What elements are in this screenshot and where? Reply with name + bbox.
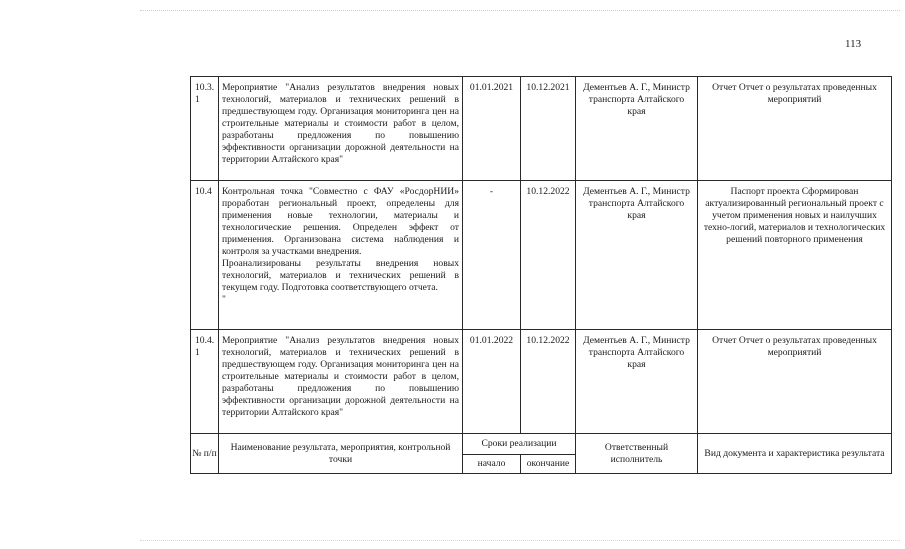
header-end: окончание — [521, 455, 576, 474]
row-number: 10.4. 1 — [191, 330, 219, 434]
table-row — [191, 330, 892, 434]
plan-table — [190, 76, 892, 474]
row-document: Отчет Отчет о результатах проведенных мероприятий — [698, 330, 892, 434]
row-end-date: 10.12.2021 — [521, 77, 576, 181]
scan-edge-top — [140, 10, 900, 12]
row-document: Паспорт проекта Сформирован актуализированный региональный проект с учетом применения новых и наилучших техно-логий, материалов и технологических решений повторного применения — [698, 181, 892, 330]
row-number: 10.4 — [191, 181, 219, 330]
row-start-date: - — [463, 181, 521, 330]
scan-edge-bottom — [140, 540, 900, 542]
row-start-date: 01.01.2022 — [463, 330, 521, 434]
header-document: Вид документа и характеристика результата — [698, 434, 892, 474]
row-name: Мероприятие "Анализ результатов внедрения новых технологий, материалов и технических решений в предшествующем году. Организация мониторинга цен на строительные материалы и стоимости работ в целом, разработаны предложения по повышению эффективности организации дорожной деятельности на территории Алтайского края" — [219, 330, 463, 434]
row-end-date: 10.12.2022 — [521, 181, 576, 330]
row-number: 10.3. 1 — [191, 77, 219, 181]
row-responsible: Дементьев А. Г., Министр транспорта Алтайского края — [576, 77, 698, 181]
header-name: Наименование результата, мероприятия, контрольной точки — [219, 434, 463, 474]
table-row — [191, 77, 892, 181]
header-deadlines: Сроки реализации — [463, 434, 576, 455]
header-number: № п/п — [191, 434, 219, 474]
row-document: Отчет Отчет о результатах проведенных мероприятий — [698, 77, 892, 181]
row-responsible: Дементьев А. Г., Министр транспорта Алтайского края — [576, 330, 698, 434]
table-row — [191, 181, 892, 330]
header-responsible: Ответственный исполнитель — [576, 434, 698, 474]
row-name: Контрольная точка "Совместно с ФАУ «РосдорНИИ» проработан региональный проект, определены для применения новые технологии, материалы и технологические решения. Определен эффект от применения. Организована система наблюдения и контроля за участками внедрения. Проанализированы результаты внедрения новых технологий, материалов и технических решений в текущем году. Подготовка соответствующего отчета. " — [219, 181, 463, 330]
row-end-date: 10.12.2022 — [521, 330, 576, 434]
header-row — [191, 434, 892, 455]
header-start: начало — [463, 455, 521, 474]
row-name: Мероприятие "Анализ результатов внедрения новых технологий, материалов и технических решений в предшествующем году. Организация мониторинга цен на строительные материалы и стоимости работ в целом, разработаны предложения по повышению эффективности организации дорожной деятельности на территории Алтайского края" — [219, 77, 463, 181]
page-number: 113 — [845, 38, 862, 50]
row-start-date: 01.01.2021 — [463, 77, 521, 181]
row-responsible: Дементьев А. Г., Министр транспорта Алтайского края — [576, 181, 698, 330]
